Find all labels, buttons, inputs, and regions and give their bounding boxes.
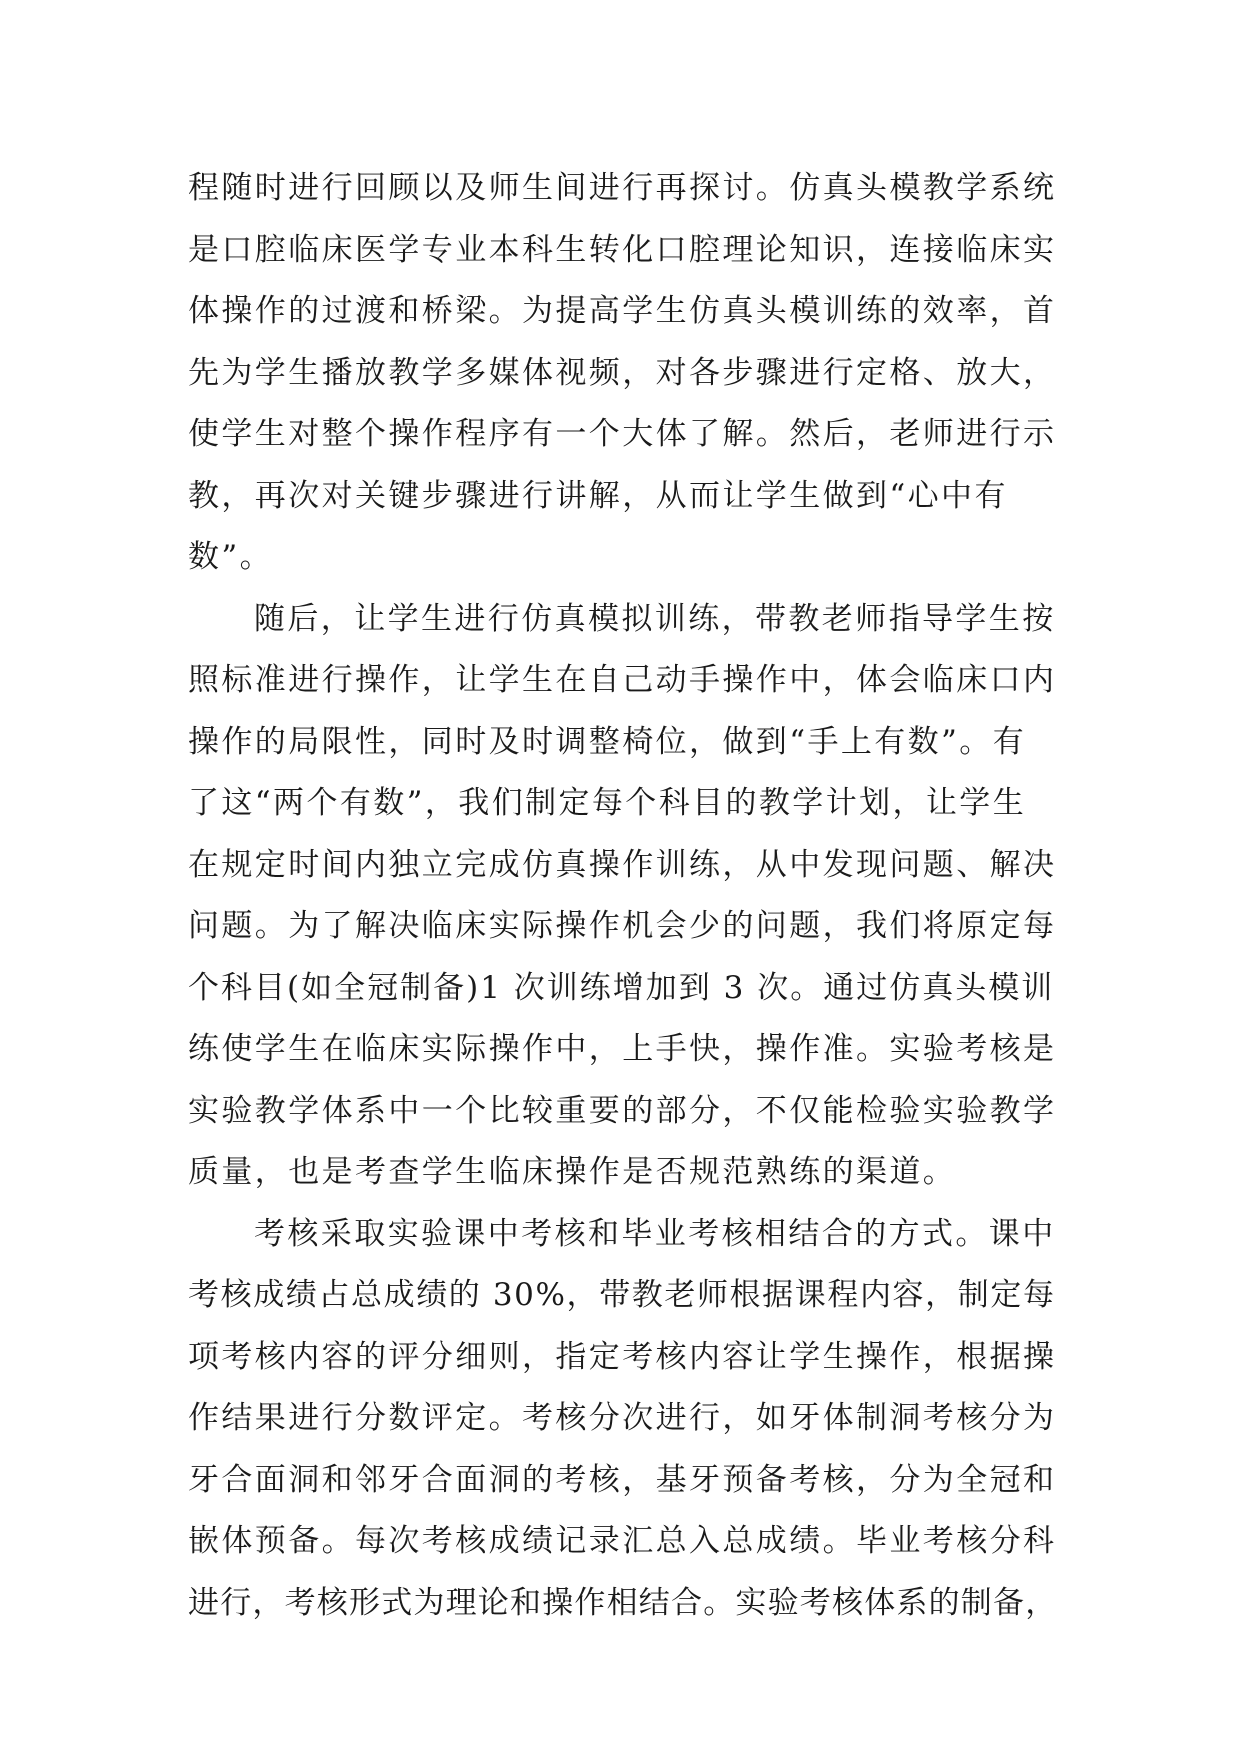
text-line: 操作的局限性，同时及时调整椅位，做到“手上有数”。有 bbox=[188, 723, 1027, 760]
text-line: 质量，也是考查学生临床操作是否规范熟练的渠道。 bbox=[188, 1154, 957, 1190]
text-line: 项考核内容的评分细则，指定考核内容让学生操作，根据操 bbox=[188, 1338, 1057, 1375]
text-line: 练使学生在临床实际操作中，上手快，操作准。实验考核是 bbox=[188, 1031, 1057, 1067]
text-line: 个科目(如全冠制备)1 次训练增加到 3 次。通过仿真头模训 bbox=[188, 969, 1055, 1006]
text-line: 进行，考核形式为理论和操作相结合。实验考核体系的制备， bbox=[188, 1584, 1058, 1621]
text-line: 随后，让学生进行仿真模拟训练，带教老师指导学生按 bbox=[254, 600, 1056, 637]
text-line: 在规定时间内独立完成仿真操作训练，从中发现问题、解决 bbox=[188, 846, 1057, 883]
text-line: 教，再次对关键步骤进行讲解，从而让学生做到“心中有 bbox=[188, 477, 1008, 514]
text-line: 程随时进行回顾以及师生间进行再探讨。仿真头模教学系统 bbox=[188, 170, 1057, 206]
text-line: 了这“两个有数”，我们制定每个科目的教学计划，让学生 bbox=[188, 785, 1027, 821]
body-text bbox=[188, 158, 1058, 1634]
text-line: 问题。为了解决临床实际操作机会少的问题，我们将原定每 bbox=[188, 908, 1057, 944]
text-line: 考核成绩占总成绩的 30%，带教老师根据课程内容，制定每 bbox=[188, 1277, 1056, 1313]
text-line: 实验教学体系中一个比较重要的部分，不仅能检验实验教学 bbox=[188, 1092, 1057, 1129]
text-line: 是口腔临床医学专业本科生转化口腔理论知识，连接临床实 bbox=[188, 231, 1057, 268]
text-line: 作结果进行分数评定。考核分次进行，如牙体制洞考核分为 bbox=[188, 1400, 1057, 1436]
text-line: 考核采取实验课中考核和毕业考核相结合的方式。课中 bbox=[254, 1215, 1056, 1252]
text-line: 嵌体预备。每次考核成绩记录汇总入总成绩。毕业考核分科 bbox=[188, 1523, 1057, 1559]
text-line: 照标准进行操作，让学生在自己动手操作中，体会临床口内 bbox=[188, 662, 1057, 698]
text-line: 使学生对整个操作程序有一个大体了解。然后，老师进行示 bbox=[188, 416, 1057, 452]
text-line: 体操作的过渡和桥梁。为提高学生仿真头模训练的效率，首 bbox=[188, 293, 1057, 329]
text-line: 数”。 bbox=[188, 539, 274, 575]
text-line: 牙合面洞和邻牙合面洞的考核，基牙预备考核，分为全冠和 bbox=[188, 1461, 1057, 1498]
text-line: 先为学生播放教学多媒体视频，对各步骤进行定格、放大， bbox=[188, 354, 1057, 391]
